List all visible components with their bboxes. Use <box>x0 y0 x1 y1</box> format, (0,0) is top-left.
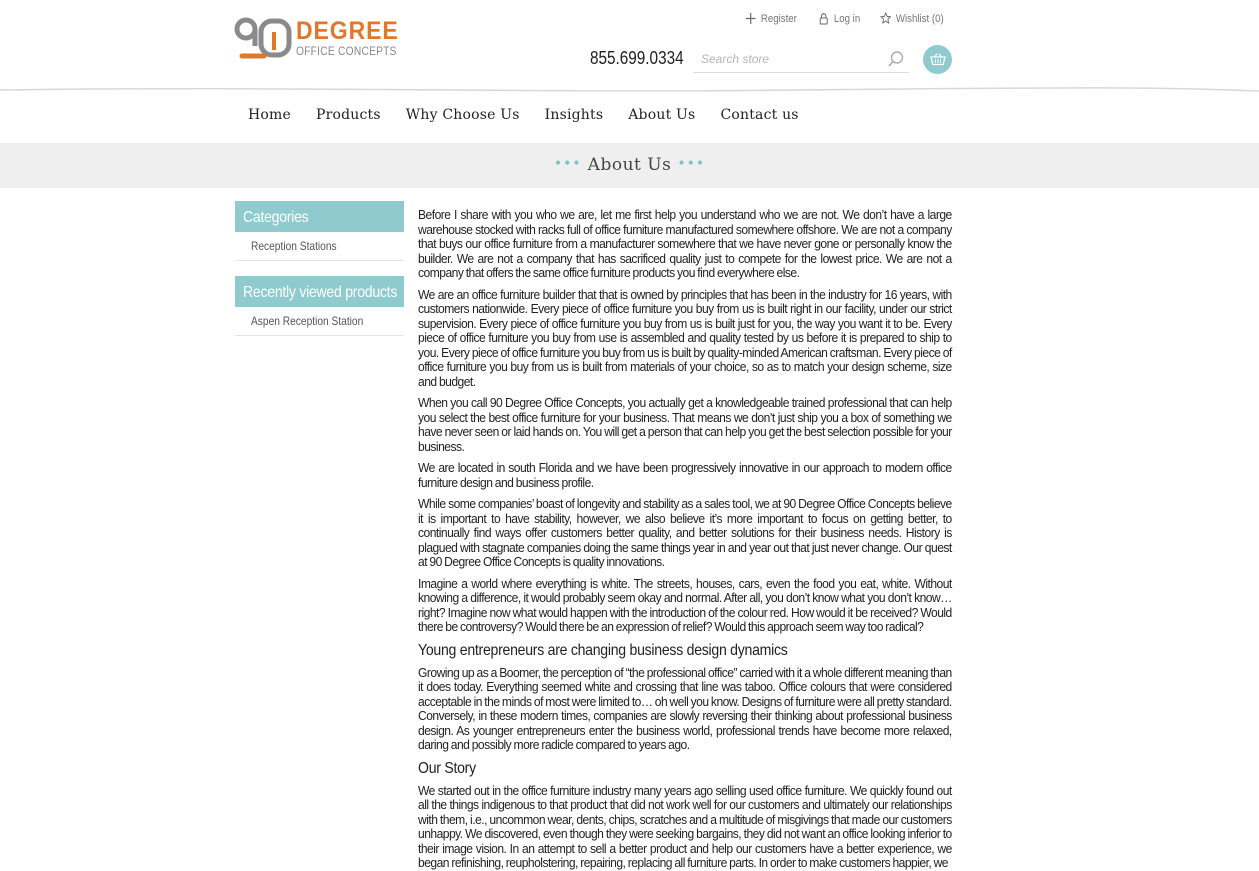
search-icon[interactable] <box>887 50 905 68</box>
paragraph: Before I share with you who we are, let me first help you understand who we are not. We don’t have a large warehouse stocked with racks full of office furniture manufactured somewhere offshore. We are not a company that buys our office furniture from a manufacturer somewhere that we have never gone or personally know the builder. We are not a company that has sacrificed quality just to compete for the lowest price. We are not a company that offers the same office furniture products you find everywhere else. <box>418 208 952 280</box>
paragraph: When you call 90 Degree Office Concepts, you actually get a knowledgeable trained professional that can help you select the best office furniture for your business. That means we don’t just ship you a box of something we have never seen or laid hands on. You will get a person that can help you get the best selection possible for your business. <box>418 396 952 454</box>
register-link[interactable] <box>745 12 797 25</box>
lock-icon <box>818 12 829 25</box>
title-decoration-left: ••• <box>553 156 582 172</box>
header-links <box>745 12 952 25</box>
section-heading: Our Story <box>418 759 476 777</box>
site-logo[interactable] <box>234 16 399 64</box>
paragraph: We are an office furniture builder that that is owned by principles that has been in the industry for 16 years, with customers nationwide. Every piece of office furniture you buy from us is built right in our facility, under our strict supervision. Every piece of office furniture you buy from us is built just for you, the way you want it to be. Every piece of office furniture you buy from use is assembled and quality tested by us before it is prepared to ship to you. Every piece of office furniture you buy from us is built by quality-minded American craftsman. Every piece of office furniture you buy from us is built from materials of your choice, so as to match your design scheme, size and budget. <box>418 287 952 389</box>
nav-home[interactable]: Home <box>248 107 291 123</box>
register-label: Register <box>760 12 797 25</box>
basket-icon <box>930 53 946 66</box>
nav-contact-us[interactable]: Contact us <box>720 107 799 123</box>
recently-viewed-block <box>235 276 404 336</box>
section-heading: Young entrepreneurs are changing business design dynamics <box>418 641 788 659</box>
header-divider <box>0 84 1259 96</box>
categories-block <box>235 201 404 261</box>
category-reception-stations[interactable]: Reception Stations <box>235 232 404 261</box>
login-link[interactable] <box>818 12 860 25</box>
search-box <box>693 46 909 73</box>
paragraph: While some companies’ boast of longevity and stability as a sales tool, we at 90 Degree Office Concepts believe it is important to have stability, however, we also believe it’s more important to focus on getting better, to continually find ways offer customers better quality, and better solutions for their business needs. History is plagued with stagnate companies doing the same things year in and year out that just never change. Our quest at 90 Degree Office Concepts is quality innovations. <box>418 497 952 569</box>
nav-products[interactable]: Products <box>316 107 381 123</box>
plus-icon <box>745 12 756 25</box>
categories-heading: Categories <box>235 201 404 232</box>
main-nav <box>248 107 824 123</box>
phone-number: 855.699.0334 <box>590 48 684 68</box>
paragraph: We started out in the office furniture industry many years ago selling used office furniture. We quickly found out all the things indigenous to that product that did not work well for our customers and ultimately our relationships with them, i.e., uncommon wear, dents, chips, scratches and a multitude of misgivings that made our customers unhappy. We discovered, even though they were seeking bargains, they did not want an office looking inferior to their image vision. In an attempt to sell a better product and help our customers have a better experience, we began refinishing, reupholstering, repairing, replacing all furniture parts. In order to make customers happier, we <box>418 783 952 870</box>
paragraph: We are located in south Florida and we have been progressively innovative in our approach to modern office furniture design and business profile. <box>418 461 952 490</box>
paragraph: Imagine a world where everything is white. The streets, houses, cars, even the food you eat, white. Without knowing a difference, it would probably seem okay and normal. After all, you don’t know what you don’t know…right? Imagine now what would happen with the introduction of the colour red. How would it be received? Would there be controversy? Would there be an expression of relief? Would this approach seem way too radical? <box>418 576 952 634</box>
login-label: Log in <box>833 12 861 25</box>
nav-about-us[interactable]: About Us <box>628 107 696 123</box>
search-input[interactable] <box>693 46 873 72</box>
wishlist-label: Wishlist (0) <box>895 12 944 25</box>
site-header <box>0 0 1259 90</box>
nav-why-choose-us[interactable]: Why Choose Us <box>405 107 520 123</box>
page-title-wrap <box>0 155 1259 175</box>
logo-mark-icon <box>234 16 294 60</box>
recently-viewed-heading: Recently viewed products <box>235 276 404 307</box>
logo-sub-text: OFFICE CONCEPTS <box>296 44 397 58</box>
cart-button[interactable] <box>923 45 952 74</box>
nav-insights[interactable]: Insights <box>544 107 604 123</box>
page-title: About Us <box>587 155 672 175</box>
title-decoration-right: ••• <box>677 156 706 172</box>
paragraph: Growing up as a Boomer, the perception of “the professional office” carried with it a whole different meaning than it does today. Everything seemed white and crossing that line was taboo. Office colours that were considered acceptable in the minds of most were limited to… oh well you know. Designs of furniture were all pretty standard. Conversely, in these modern times, companies are slowly reversing their thinking about professional business design. As younger entrepreneurs enter the business world, professional trends have become more relaxed, daring and possibly more radicle compared to years ago. <box>418 665 952 752</box>
wishlist-link[interactable] <box>880 12 944 25</box>
logo-brand-text: DEGREE <box>296 17 399 45</box>
star-icon <box>880 12 891 25</box>
about-content <box>418 208 952 870</box>
page-title-band <box>0 143 1259 188</box>
sidebar <box>235 201 404 351</box>
recent-aspen-reception-station[interactable]: Aspen Reception Station <box>235 307 404 336</box>
